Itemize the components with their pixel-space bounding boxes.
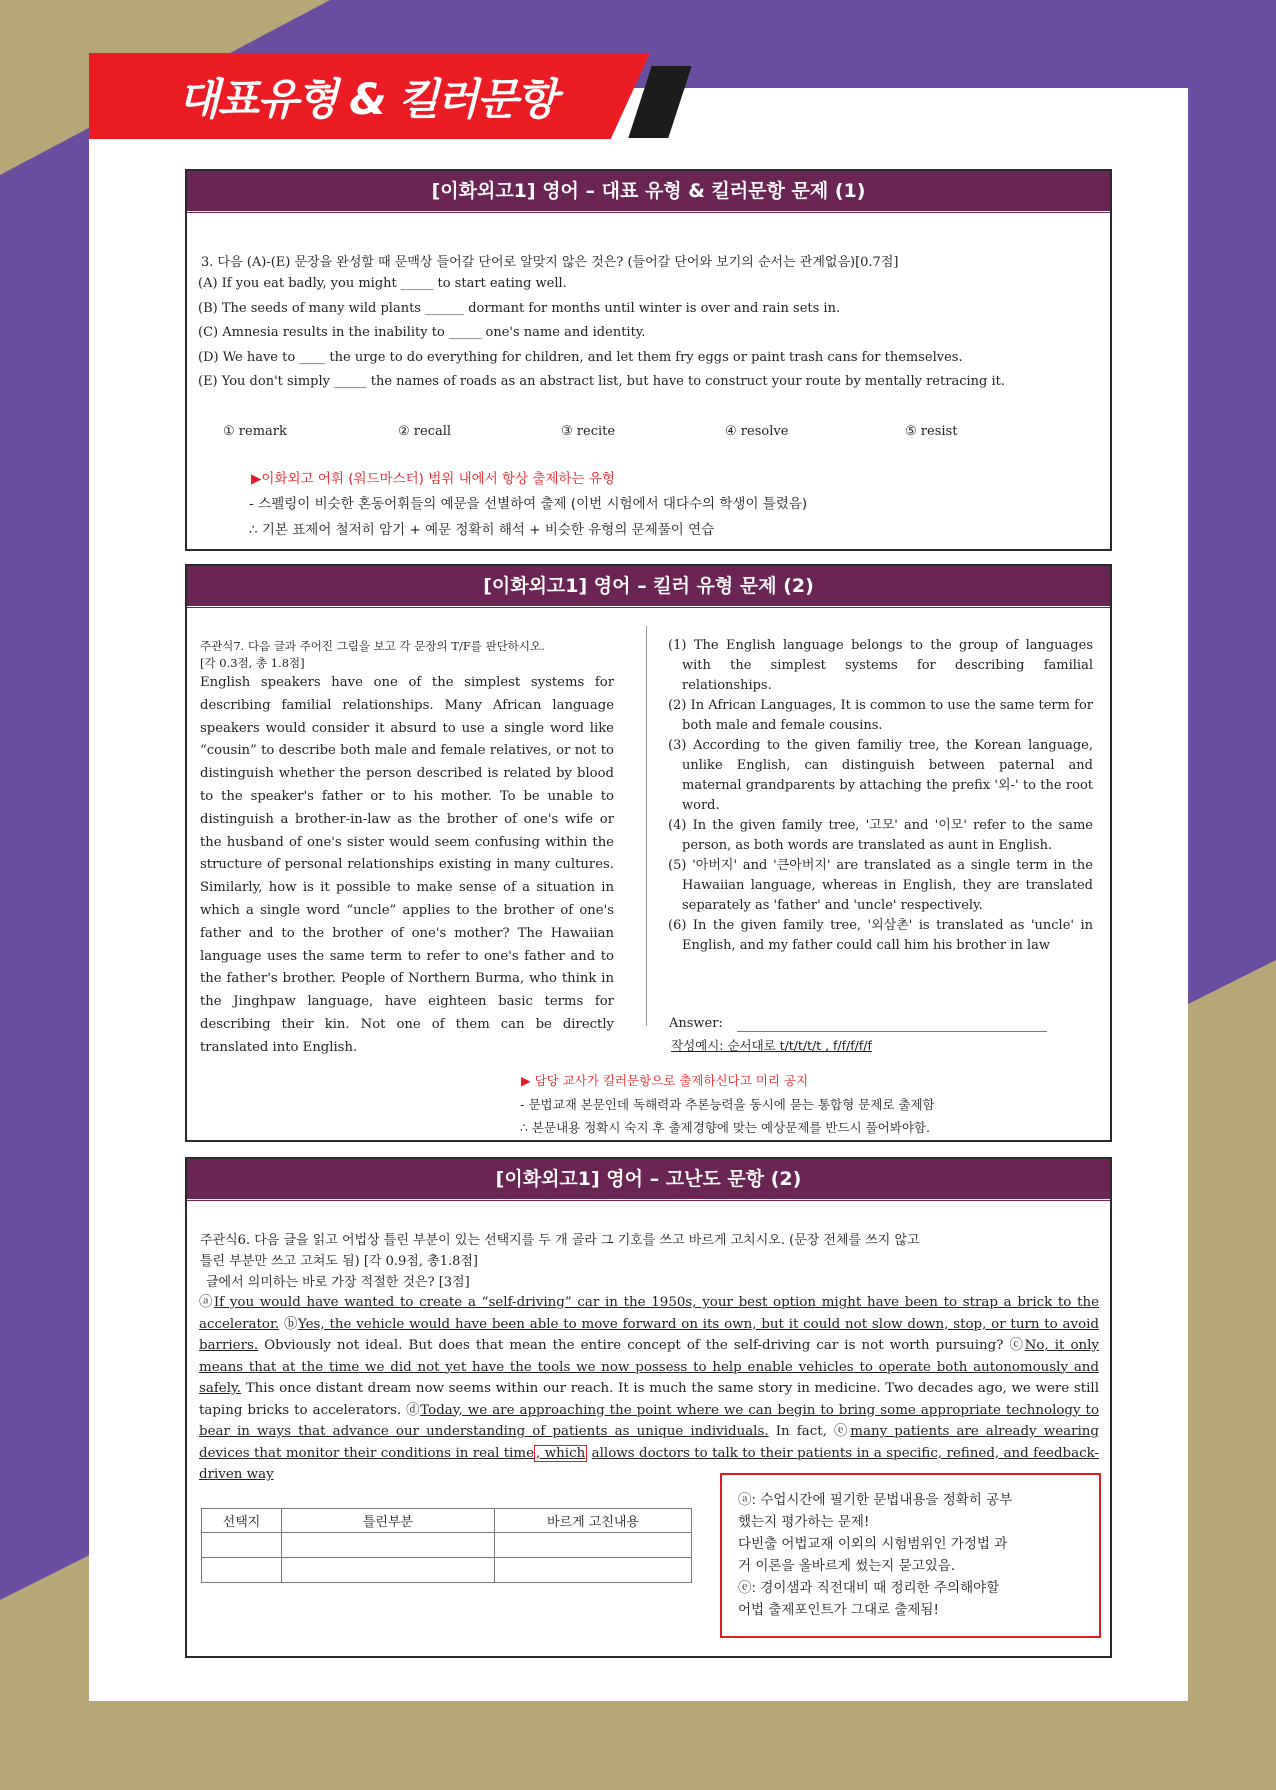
note-line-5: ⓔ: 경이샘과 직전대비 때 정리한 주의해야할 <box>738 1580 1000 1596</box>
passage-e-box: , which <box>536 1445 586 1461</box>
choice-4: ④ resolve <box>725 424 789 439</box>
passage-c: No, it only means that at the time we did not yet have the tools we now possess to help enable vehicles to operate both autonomously and safely. <box>199 1338 1099 1396</box>
section-1 <box>185 169 1112 551</box>
table-cell[interactable] <box>202 1533 282 1558</box>
statement-6: (6) In the given family tree, '외삼촌' is translated as 'uncle' in English, and my father could call him his brother in law <box>668 918 1093 953</box>
section-2-header: [이화외고1] 영어 – 킬러 유형 문제 (2) <box>187 566 1110 609</box>
note-line-6: 어법 출제포인트가 그대로 출제됨! <box>738 1602 939 1618</box>
banner-title: 대표유형 & 킬러문항 <box>178 75 556 125</box>
mark-e: ⓔ <box>834 1424 851 1439</box>
sentence-c: (C) Amnesia results in the inability to _____ one's name and identity. <box>198 325 646 340</box>
note-line-4: 거 이론을 올바르게 썼는지 묻고있음. <box>738 1558 956 1574</box>
passage-a: If you would have wanted to create a “self-driving” car in the 1950s, your best option might have been to strap a brick to the accelerator. <box>199 1295 1100 1332</box>
passage-e-2: allows doctors to talk to their patients in a specific, refined, and feedback-driven way <box>199 1445 1100 1482</box>
passage-text-2: This once distant dream now seems within our reach. It is much the same story in medicine. Two decades ago, we were still taping bricks to accelerators. <box>199 1381 1099 1418</box>
choice-1: ① remark <box>223 424 287 439</box>
passage-text-3: In fact, <box>775 1424 827 1439</box>
section-2-note-red: ▶ 담당 교사가 킬러문항으로 출제하신다고 미리 공지 <box>521 1073 809 1088</box>
section-1-note-1: - 스펠링이 비슷한 혼동어휘들의 예문을 선별하여 출제 (이번 시험에서 대다수의 학생이 틀렸음) <box>249 496 808 512</box>
question-7: 주관식7. 다음 글과 주어진 그림을 보고 각 문장의 T/F를 판단하시오. <box>200 639 545 653</box>
table-header-wrong: 틀린부분 <box>282 1509 495 1533</box>
sentence-d: (D) We have to ____ the urge to do everything for children, and let them fry eggs or paint trash cans for themselves. <box>198 350 963 365</box>
section-2-passage: English speakers have one of the simplest systems for describing familial relationships. Many African language speakers would consider it absurd to use a single word like “cousin” to describe both male and female relatives, or not to distinguish whether the person described is related by blood to the speaker's father or to his mother. To be unable to distinguish a brother-in-law as the brother of one's wife or the husband of one's sister would seem confusing within the structure of personal relationships existing in many cultures. Similarly, how is it possible to make sense of a situation in which a single word “uncle” applies to the brother of one's father and to the brother of one's mother? The Hawaiian language uses the same term to refer to one's father and to the father's brother. People of Northern Burma, who think in the Jinghpaw language, have eighteen basic terms for describing their kin. Not one of them can be directly translated into English. <box>200 675 614 1055</box>
sentence-e: (E) You don't simply _____ the names of roads as an abstract list, but have to construct your route by mentally retracing it. <box>198 374 1005 389</box>
mark-d: ⓓ <box>406 1402 421 1418</box>
question-6-line-2: 틀린 부분만 쓰고 고쳐도 됨) [각 0.9점, 총1.8점] <box>200 1254 478 1269</box>
section-3 <box>185 1157 1112 1658</box>
section-1-note-2: ∴ 기본 표제어 철저히 암기 + 예문 정확히 해석 + 비슷한 유형의 문제풀이 연습 <box>249 522 715 538</box>
passage-b: Yes, the vehicle would have been able to move forward on its own, but it could not slow down, stop, or turn to avoid barriers. <box>199 1316 1099 1353</box>
table-cell[interactable] <box>202 1558 282 1583</box>
section-3-header: [이화외고1] 영어 – 고난도 문항 (2) <box>187 1159 1110 1202</box>
question-6: 주관식6. 다음 글을 읽고 어법상 틀린 부분이 있는 선택지를 두 개 골라 그 기호를 쓰고 바르게 고치시오. (문장 전체를 쓰지 않고 <box>200 1233 920 1248</box>
section-2-note-1: - 문법교재 본문인데 독해력과 추론능력을 동시에 묻는 통합형 문제로 출제함 <box>520 1097 935 1112</box>
statement-1: (1) The English language belongs to the group of languages with the simplest systems for describing familial relationships. <box>668 638 1093 693</box>
section-2 <box>185 564 1112 1142</box>
sentence-b: (B) The seeds of many wild plants ______ dormant for months until winter is over and rain sets in. <box>198 301 841 316</box>
choice-3: ③ recite <box>561 424 616 439</box>
table-header-correct: 바르게 고친내용 <box>495 1509 692 1533</box>
statement-4: (4) In the given family tree, '고모' and '이모' refer to the same person, as both words are translated as aunt in English. <box>668 818 1093 853</box>
choice-5: ⑤ resist <box>905 424 958 439</box>
passage-e-1: many patients are already wearing devices that monitor their conditions in real time <box>199 1424 1100 1461</box>
answer-label: Answer: <box>669 1016 723 1031</box>
question-3: 3. 다음 (A)-(E) 문장을 완성할 때 문맥상 들어갈 단어로 알맞지 않은 것은? (들어갈 단어와 보기의 순서는 관계없음)[0.7점] <box>201 255 899 270</box>
mark-b: ⓑ <box>283 1316 298 1332</box>
statement-2: (2) In African Languages, It is common to use the same term for both male and female cousins. <box>668 698 1093 733</box>
mark-c: ⓒ <box>1009 1338 1025 1353</box>
question-6-line-3: 글에서 의미하는 바로 가장 적절한 것은? [3점] <box>206 1275 470 1290</box>
answer-example: 작성예시: 순서대로 t/t/t/t/t , f/f/f/f/f <box>671 1038 872 1053</box>
tf-statements <box>668 636 1093 956</box>
table-cell[interactable] <box>495 1558 692 1583</box>
table-cell[interactable] <box>282 1558 495 1583</box>
choice-2: ② recall <box>398 424 452 439</box>
note-line-3: 다빈출 어법교재 이외의 시험범위인 가정법 과 <box>738 1536 1008 1552</box>
passage-d: Today, we are approaching the point where we can begin to bring some appropriate technology to bear in ways that advance our understanding of patients as unique individuals. <box>199 1402 1100 1439</box>
note-line-1: ⓐ: 수업시간에 필기한 문법내용을 정확히 공부 <box>738 1492 1013 1508</box>
column-divider <box>646 626 647 1026</box>
table-cell[interactable] <box>282 1533 495 1558</box>
statement-3: (3) According to the given familiy tree, the Korean language, unlike English, can distinguish between paternal and maternal grandparents by attaching the prefix '외-' to the root word. <box>668 738 1093 813</box>
section-1-header: [이화외고1] 영어 – 대표 유형 & 킬러문항 문제 (1) <box>187 171 1110 214</box>
section-1-note-red: ▶이화외고 어휘 (워드마스터) 범위 내에서 항상 출제하는 유형 <box>251 471 615 487</box>
section-2-note-2: ∴ 본문내용 정확시 숙지 후 출제경향에 맞는 예상문제를 반드시 풀어봐야함. <box>520 1120 930 1135</box>
answer-table <box>201 1508 692 1583</box>
note-line-2: 했는지 평가하는 문제! <box>738 1514 870 1530</box>
statement-5: (5) '아버지' and '큰아버지' are translated as a single term in the Hawaiian language, whereas in English, they are translated separately as 'father' and 'uncle' respectively. <box>668 858 1093 913</box>
section-3-passage <box>199 1292 1099 1486</box>
passage-text-1: Obviously not ideal. But does that mean the entire concept of the self-driving car is not worth pursuing? <box>264 1338 1004 1353</box>
answer-line[interactable] <box>737 1031 1047 1032</box>
sentence-a: (A) If you eat badly, you might _____ to start eating well. <box>198 276 567 291</box>
table-cell[interactable] <box>495 1533 692 1558</box>
table-header-choice: 선택지 <box>202 1509 282 1533</box>
teacher-note-box <box>720 1473 1101 1638</box>
mark-a: ⓐ <box>199 1295 214 1310</box>
question-7-points: [각 0.3점, 총 1.8점] <box>200 656 305 670</box>
